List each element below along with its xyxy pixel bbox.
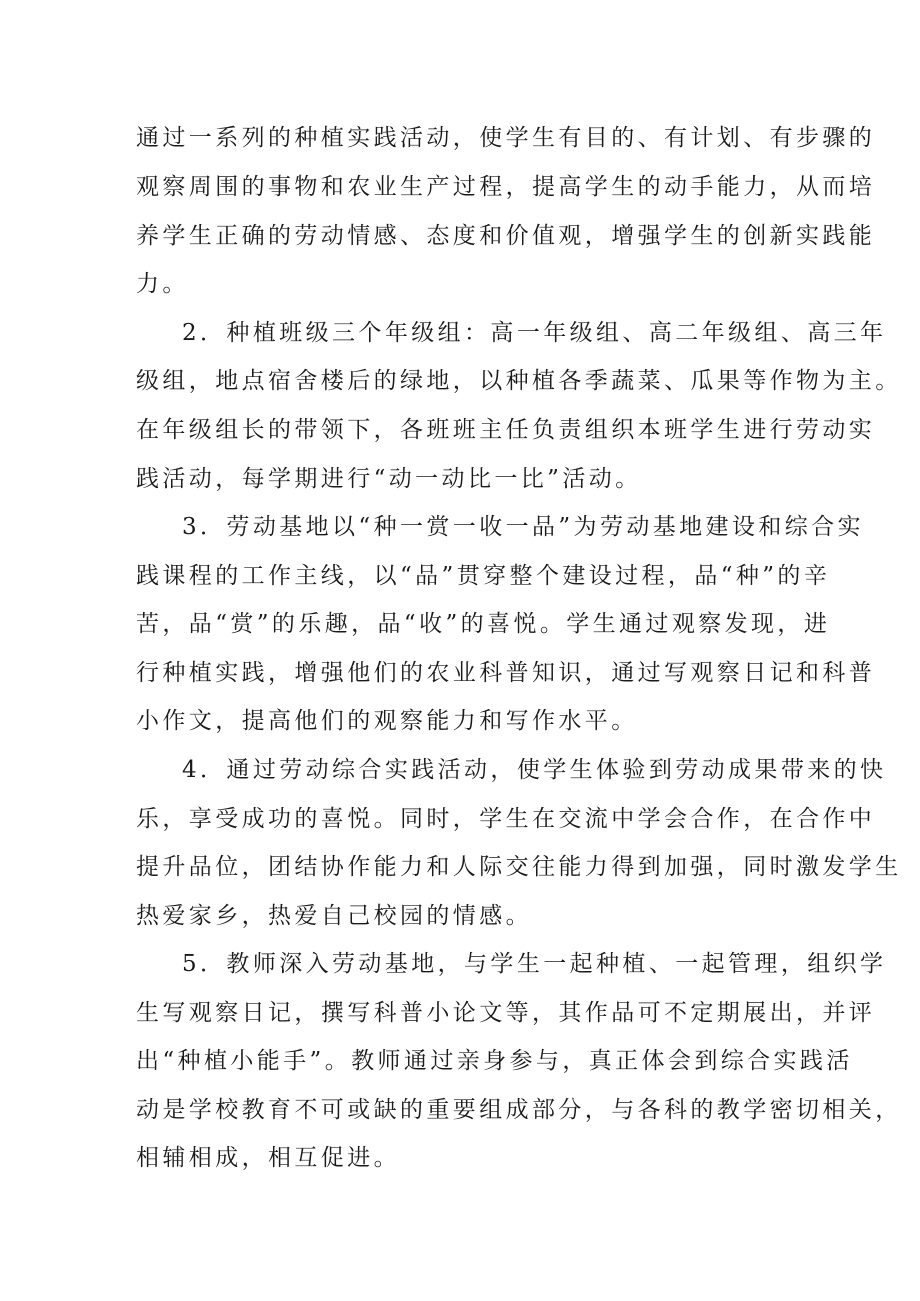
paragraph-1-line-4: 力。 [136,271,189,297]
paragraph-1-line-2: 观察周围的事物和农业生产过程，提高学生的动手能力，从而培 [136,174,876,200]
paragraph-1-line-1: 通过一系列的种植实践活动，使学生有目的、有计划、有步骤的 [136,125,876,151]
paragraph-5-line-2: 生写观察日记，撰写科普小论文等，其作品可不定期展出，并评 [136,1000,876,1026]
paragraph-4-line-1: 4．通过劳动综合实践活动，使学生体验到劳动成果带来的快 [182,757,887,783]
paragraph-3-line-5: 小作文，提高他们的观察能力和写作水平。 [136,708,638,734]
paragraph-3-line-1: 3．劳动基地以“种一赏一收一品”为劳动基地建设和综合实 [182,514,864,540]
paragraph-5-line-4: 动是学校教育不可或缺的重要组成部分，与各科的教学密切相关， [136,1097,902,1123]
paragraph-2-line-3: 在年级组长的带领下，各班班主任负责组织本班学生进行劳动实 [136,417,876,443]
paragraph-5-line-3: 出“种植小能手”。教师通过亲身参与，真正体会到综合实践活 [136,1048,853,1074]
paragraph-1-line-3: 养学生正确的劳动情感、态度和价值观，增强学生的创新实践能 [136,223,876,249]
paragraph-3-line-4: 行种植实践，增强他们的农业科普知识，通过写观察日记和科普 [136,660,876,686]
paragraph-5-line-5: 相辅相成，相互促进。 [136,1145,400,1171]
paragraph-3-line-2: 践课程的工作主线，以“品”贯穿整个建设过程，品“种”的辛 [136,563,831,589]
paragraph-2-line-4: 践活动，每学期进行“动一动比一比”活动。 [136,466,642,492]
paragraph-2-line-2: 级组，地点宿舍楼后的绿地，以种植各季蔬菜、瓜果等作物为主。 [136,368,902,394]
paragraph-2-line-1: 2．种植班级三个年级组：高一年级组、高二年级组、高三年 [182,320,887,346]
paragraph-4-line-2: 乐，享受成功的喜悦。同时，学生在交流中学会合作，在合作中 [136,806,876,832]
paragraph-3-line-3: 苦，品“赏”的乐趣，品“收”的喜悦。学生通过观察发现，进 [136,611,831,637]
paragraph-4-line-3: 提升品位，团结协作能力和人际交往能力得到加强，同时激发学生 [136,854,902,880]
paragraph-5-line-1: 5．教师深入劳动基地，与学生一起种植、一起管理，组织学 [182,951,887,977]
paragraph-4-line-4: 热爱家乡，热爱自己校园的情感。 [136,903,532,929]
